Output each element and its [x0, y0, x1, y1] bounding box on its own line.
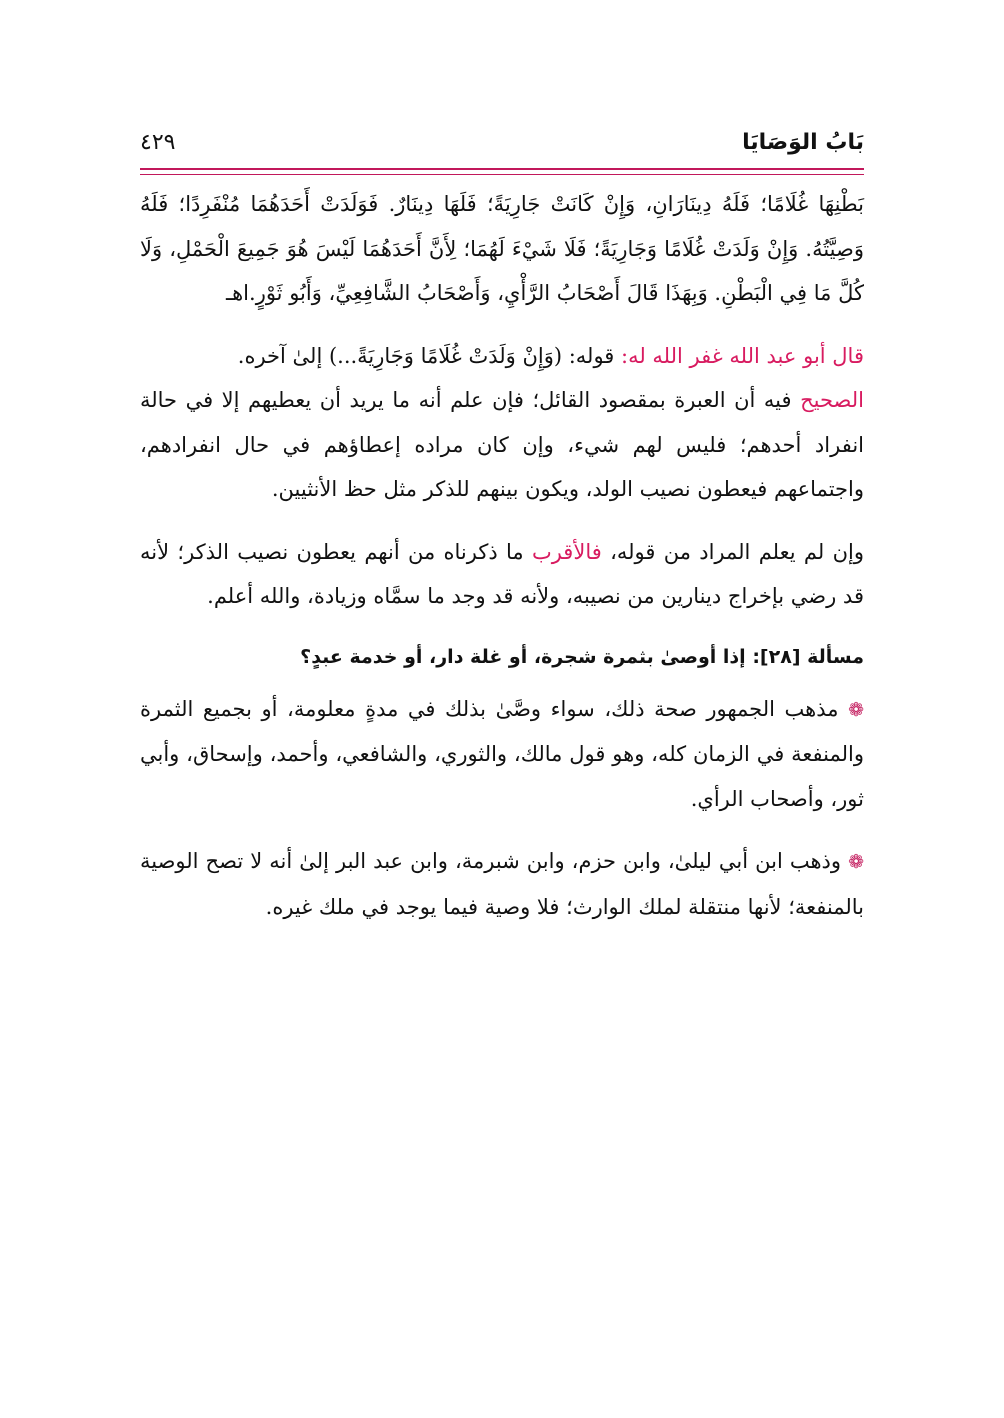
- question-text: إذا أوصىٰ بثمرة شجرة، أو غلة دار، أو خدمة عبدٍ؟: [300, 645, 753, 668]
- opinion-minority: [140, 839, 864, 929]
- flower-icon: ❁: [848, 851, 864, 873]
- question-label: مسألة [٢٨]:: [752, 645, 864, 668]
- comment-text: قوله: (وَإِنْ وَلَدَتْ غُلَامًا وَجَارِيَةً...) إلىٰ آخره.: [237, 343, 622, 368]
- paragraph-sahih: [140, 378, 864, 512]
- opinion-majority-text: مذهب الجمهور صحة ذلك، سواء وصَّىٰ بذلك في مدةٍ معلومة، أو بجميع الثمرة والمنفعة في الزمان كله، وهو قول مالك، والثوري، والشافعي، وأحمد، وإسحاق، وأبي ثور، وأصحاب الرأي.: [140, 696, 864, 811]
- paragraph-aqrab-after: ما ذكرناه من أنهم يعطون نصيب الذكر؛ لأنه قد رضي بإخراج دينارين من نصيبه، ولأنه قد وجد ما سمَّاه وزيادة، والله أعلم.: [140, 539, 864, 608]
- aqrab-label: فالأقرب: [531, 539, 602, 564]
- author-label: قال أبو عبد الله غفر الله له:: [621, 343, 864, 368]
- header-rule-thin: [140, 174, 864, 175]
- paragraph-aqrab: [140, 530, 864, 619]
- paragraph-sahih-text: فيه أن العبرة بمقصود القائل؛ فإن علم أنه ما يريد أن يعطيهم إلا في حالة انفراد أحدهم؛ فليس لهم شيء، وإن كان مراده إعطاؤهم في حال انفرادهم، واجتماعهم فيعطون نصيب الولد، ويكون بينهم للذكر مثل حظ الأنثيين.: [140, 388, 864, 501]
- quoted-text: بَطْنِهَا غُلَامًا؛ فَلَهُ دِينَارَانِ، وَإِنْ كَانَتْ جَارِيَةً؛ فَلَهَا دِينَارٌ. فَوَلَدَتْ أَحَدَهُمَا مُنْفَرِدًا؛ فَلَهُ وَصِيَّتُهُ. وَإِنْ وَلَدَتْ غُلَامًا وَجَارِيَةً؛ فَلَا شَيْءَ لَهُمَا؛ لِأَنَّ أَحَدَهُمَا لَيْسَ هُوَ جَمِيعَ الْحَمْلِ، وَلَا كُلَّ مَا فِي الْبَطْنِ. وَبِهَذَا قَالَ أَصْحَابُ الرَّأْيِ، وَأَصْحَابُ الشَّافِعِيِّ، وَأَبُو ثَوْرٍ.اهـ: [140, 192, 864, 305]
- question-heading: [140, 637, 864, 677]
- paragraph-aqrab-before: وإن لم يعلم المراد من قوله،: [601, 539, 864, 564]
- chapter-title: بَابُ الوَصَايَا: [742, 129, 864, 155]
- flower-icon: ❁: [848, 698, 864, 721]
- opinion-minority-text: وذهب ابن أبي ليلىٰ، وابن حزم، وابن شبرمة، وابن عبد البر إلىٰ أنه لا تصح الوصية بالمنفعة؛ لأنها منتقلة لملك الوارث؛ فلا وصية فيما يوجد في ملك غيره.: [140, 849, 864, 919]
- sahih-label: الصحيح: [800, 388, 864, 412]
- opinion-majority: [140, 687, 864, 822]
- page-body: [140, 182, 864, 929]
- page-header: [140, 118, 864, 166]
- page-number: ٤٢٩: [140, 129, 176, 155]
- header-rule-thick: [140, 168, 864, 170]
- author-comment: [140, 334, 864, 379]
